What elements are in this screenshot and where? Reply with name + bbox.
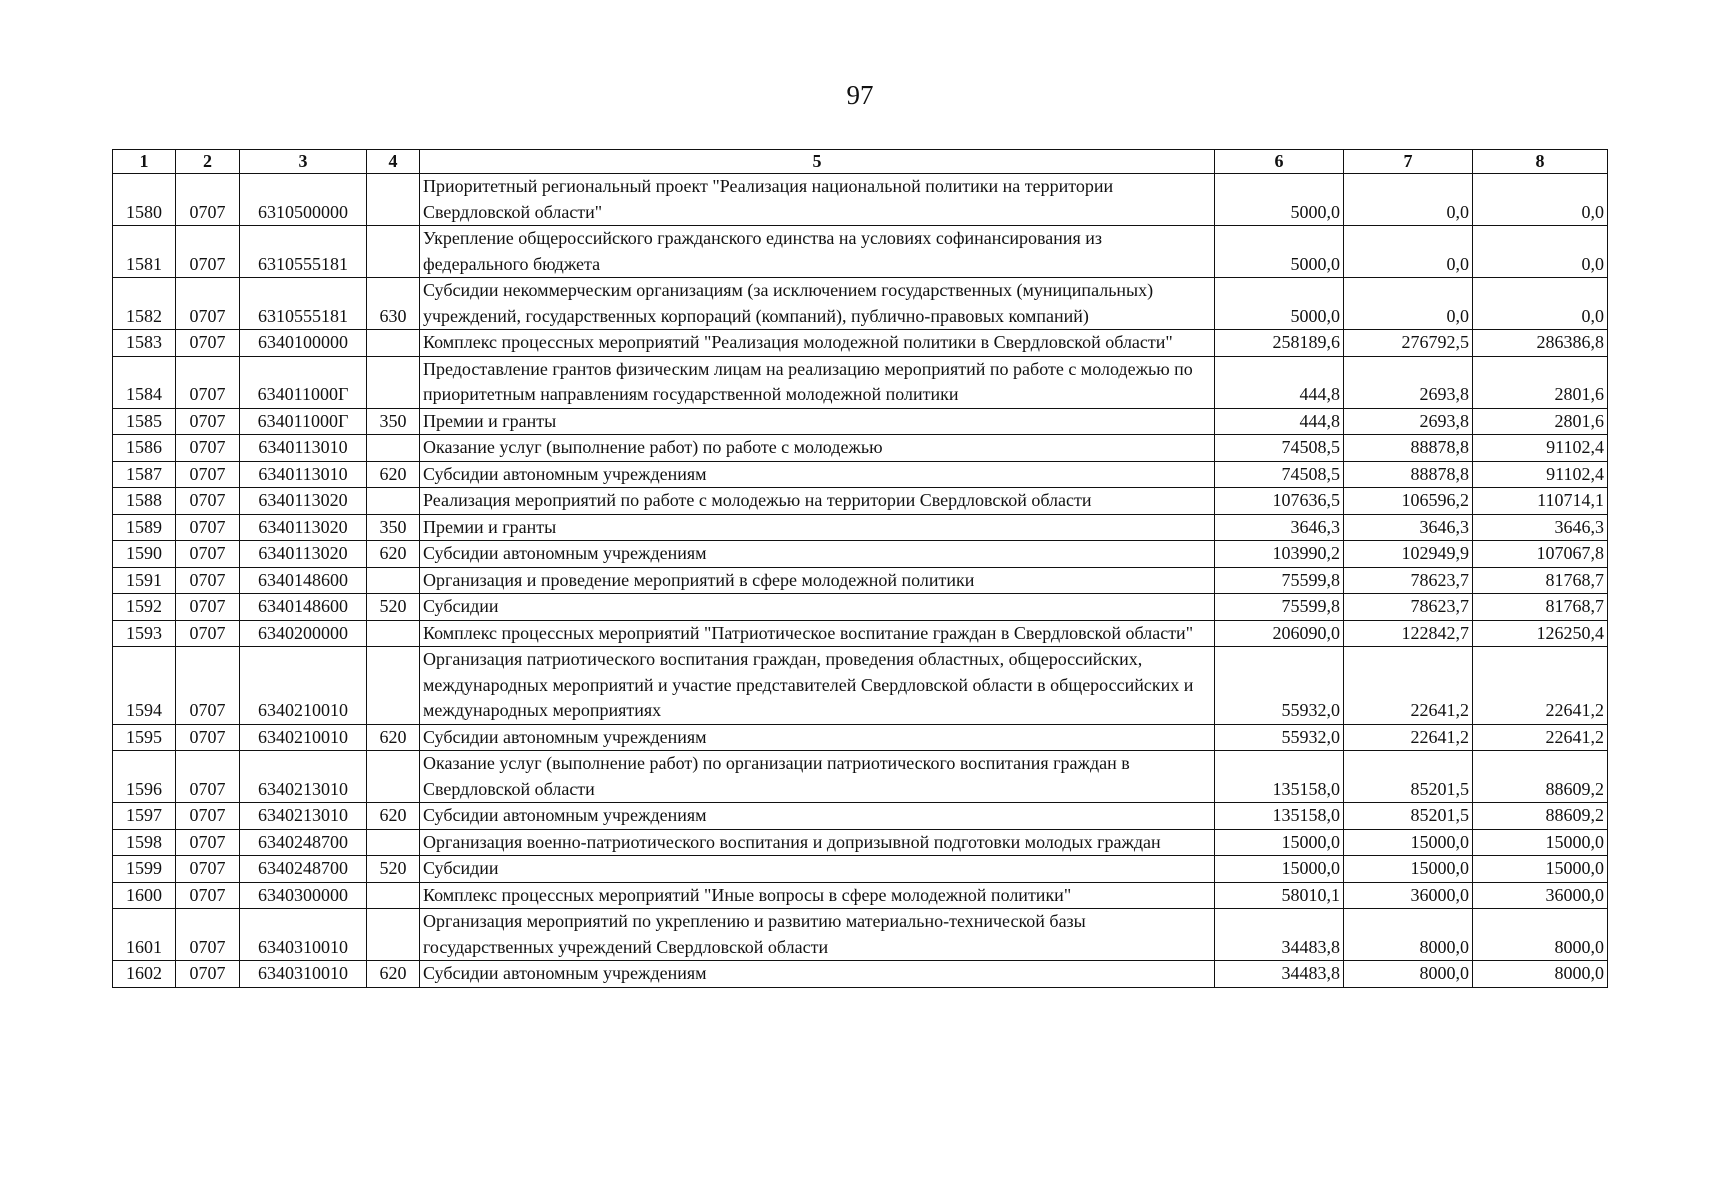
amount-col-8: 107067,8 bbox=[1473, 541, 1608, 568]
row-number: 1602 bbox=[113, 961, 176, 988]
amount-col-8: 0,0 bbox=[1473, 174, 1608, 226]
item-name: Субсидии автономным учреждениям bbox=[420, 803, 1215, 830]
amount-col-8: 286386,8 bbox=[1473, 330, 1608, 357]
target-code: 6340213010 bbox=[240, 751, 367, 803]
item-name: Комплекс процессных мероприятий "Реализация молодежной политики в Свердловской области" bbox=[420, 330, 1215, 357]
table-row bbox=[113, 882, 1608, 909]
amount-col-6: 55932,0 bbox=[1215, 724, 1344, 751]
row-number: 1585 bbox=[113, 408, 176, 435]
row-number: 1600 bbox=[113, 882, 176, 909]
expense-type-code bbox=[367, 829, 420, 856]
table-row bbox=[113, 961, 1608, 988]
amount-col-7: 8000,0 bbox=[1344, 909, 1473, 961]
amount-col-8: 8000,0 bbox=[1473, 961, 1608, 988]
amount-col-8: 126250,4 bbox=[1473, 620, 1608, 647]
table-row bbox=[113, 620, 1608, 647]
target-code: 6340148600 bbox=[240, 594, 367, 621]
table-row bbox=[113, 909, 1608, 961]
amount-col-8: 81768,7 bbox=[1473, 567, 1608, 594]
row-number: 1584 bbox=[113, 356, 176, 408]
expense-type-code: 520 bbox=[367, 594, 420, 621]
table-row bbox=[113, 278, 1608, 330]
expense-type-code bbox=[367, 909, 420, 961]
section-code: 0707 bbox=[176, 856, 240, 883]
item-name: Реализация мероприятий по работе с молодежью на территории Свердловской области bbox=[420, 488, 1215, 515]
target-code: 634011000Г bbox=[240, 408, 367, 435]
row-number: 1594 bbox=[113, 647, 176, 725]
item-name: Премии и гранты bbox=[420, 514, 1215, 541]
amount-col-8: 0,0 bbox=[1473, 226, 1608, 278]
item-name: Субсидии автономным учреждениям bbox=[420, 724, 1215, 751]
amount-col-6: 5000,0 bbox=[1215, 174, 1344, 226]
target-code: 6340213010 bbox=[240, 803, 367, 830]
amount-col-7: 15000,0 bbox=[1344, 829, 1473, 856]
amount-col-6: 5000,0 bbox=[1215, 226, 1344, 278]
row-number: 1580 bbox=[113, 174, 176, 226]
header-row bbox=[113, 150, 1608, 174]
amount-col-6: 107636,5 bbox=[1215, 488, 1344, 515]
row-number: 1595 bbox=[113, 724, 176, 751]
expense-type-code: 630 bbox=[367, 278, 420, 330]
table-row bbox=[113, 174, 1608, 226]
amount-col-6: 58010,1 bbox=[1215, 882, 1344, 909]
amount-col-7: 276792,5 bbox=[1344, 330, 1473, 357]
amount-col-8: 22641,2 bbox=[1473, 724, 1608, 751]
item-name: Предоставление грантов физическим лицам на реализацию мероприятий по работе с молодежью по приоритетным направлениям государственной молодежной политики bbox=[420, 356, 1215, 408]
row-number: 1591 bbox=[113, 567, 176, 594]
amount-col-7: 0,0 bbox=[1344, 278, 1473, 330]
item-name: Организация патриотического воспитания граждан, проведения областных, общероссийских, международных мероприятий и участие представителей Свердловской области в общероссийских и международных мероприятиях bbox=[420, 647, 1215, 725]
item-name: Оказание услуг (выполнение работ) по работе с молодежью bbox=[420, 435, 1215, 462]
amount-col-7: 78623,7 bbox=[1344, 567, 1473, 594]
amount-col-7: 78623,7 bbox=[1344, 594, 1473, 621]
amount-col-8: 0,0 bbox=[1473, 278, 1608, 330]
item-name: Комплекс процессных мероприятий "Иные вопросы в сфере молодежной политики" bbox=[420, 882, 1215, 909]
target-code: 6310500000 bbox=[240, 174, 367, 226]
amount-col-6: 74508,5 bbox=[1215, 461, 1344, 488]
row-number: 1590 bbox=[113, 541, 176, 568]
expense-type-code: 620 bbox=[367, 724, 420, 751]
amount-col-8: 36000,0 bbox=[1473, 882, 1608, 909]
row-number: 1583 bbox=[113, 330, 176, 357]
amount-col-6: 34483,8 bbox=[1215, 909, 1344, 961]
table-row bbox=[113, 594, 1608, 621]
col-header-5: 5 bbox=[420, 150, 1215, 174]
amount-col-6: 75599,8 bbox=[1215, 594, 1344, 621]
amount-col-7: 88878,8 bbox=[1344, 435, 1473, 462]
amount-col-8: 88609,2 bbox=[1473, 751, 1608, 803]
section-code: 0707 bbox=[176, 435, 240, 462]
expense-type-code: 520 bbox=[367, 856, 420, 883]
table-row bbox=[113, 647, 1608, 725]
amount-col-6: 74508,5 bbox=[1215, 435, 1344, 462]
expense-type-code bbox=[367, 882, 420, 909]
expense-type-code bbox=[367, 647, 420, 725]
section-code: 0707 bbox=[176, 356, 240, 408]
amount-col-8: 91102,4 bbox=[1473, 435, 1608, 462]
target-code: 6340300000 bbox=[240, 882, 367, 909]
row-number: 1587 bbox=[113, 461, 176, 488]
amount-col-6: 135158,0 bbox=[1215, 803, 1344, 830]
row-number: 1597 bbox=[113, 803, 176, 830]
col-header-8: 8 bbox=[1473, 150, 1608, 174]
section-code: 0707 bbox=[176, 882, 240, 909]
section-code: 0707 bbox=[176, 488, 240, 515]
amount-col-6: 15000,0 bbox=[1215, 856, 1344, 883]
target-code: 6340113020 bbox=[240, 514, 367, 541]
amount-col-8: 2801,6 bbox=[1473, 408, 1608, 435]
item-name: Субсидии автономным учреждениям bbox=[420, 961, 1215, 988]
row-number: 1589 bbox=[113, 514, 176, 541]
amount-col-7: 85201,5 bbox=[1344, 803, 1473, 830]
table-row bbox=[113, 435, 1608, 462]
table-row bbox=[113, 541, 1608, 568]
target-code: 6340100000 bbox=[240, 330, 367, 357]
col-header-7: 7 bbox=[1344, 150, 1473, 174]
section-code: 0707 bbox=[176, 226, 240, 278]
section-code: 0707 bbox=[176, 541, 240, 568]
amount-col-7: 122842,7 bbox=[1344, 620, 1473, 647]
amount-col-6: 444,8 bbox=[1215, 408, 1344, 435]
section-code: 0707 bbox=[176, 174, 240, 226]
section-code: 0707 bbox=[176, 461, 240, 488]
amount-col-8: 88609,2 bbox=[1473, 803, 1608, 830]
expense-type-code: 350 bbox=[367, 408, 420, 435]
amount-col-8: 91102,4 bbox=[1473, 461, 1608, 488]
row-number: 1592 bbox=[113, 594, 176, 621]
target-code: 6310555181 bbox=[240, 226, 367, 278]
section-code: 0707 bbox=[176, 330, 240, 357]
target-code: 6340113010 bbox=[240, 461, 367, 488]
item-name: Субсидии автономным учреждениям bbox=[420, 541, 1215, 568]
row-number: 1601 bbox=[113, 909, 176, 961]
target-code: 6340248700 bbox=[240, 856, 367, 883]
target-code: 6340248700 bbox=[240, 829, 367, 856]
target-code: 6310555181 bbox=[240, 278, 367, 330]
table-row bbox=[113, 514, 1608, 541]
row-number: 1596 bbox=[113, 751, 176, 803]
amount-col-6: 3646,3 bbox=[1215, 514, 1344, 541]
expense-type-code bbox=[367, 567, 420, 594]
amount-col-6: 5000,0 bbox=[1215, 278, 1344, 330]
target-code: 6340113010 bbox=[240, 435, 367, 462]
row-number: 1588 bbox=[113, 488, 176, 515]
table-row bbox=[113, 356, 1608, 408]
table-row bbox=[113, 567, 1608, 594]
table-row bbox=[113, 751, 1608, 803]
section-code: 0707 bbox=[176, 567, 240, 594]
item-name: Субсидии некоммерческим организациям (за исключением государственных (муниципальных) учреждений, государственных корпораций (компаний), публично-правовых компаний) bbox=[420, 278, 1215, 330]
section-code: 0707 bbox=[176, 724, 240, 751]
target-code: 6340310010 bbox=[240, 909, 367, 961]
amount-col-6: 55932,0 bbox=[1215, 647, 1344, 725]
amount-col-7: 22641,2 bbox=[1344, 647, 1473, 725]
table-row bbox=[113, 461, 1608, 488]
item-name: Организация мероприятий по укреплению и развитию материально-технической базы государственных учреждений Свердловской области bbox=[420, 909, 1215, 961]
amount-col-7: 3646,3 bbox=[1344, 514, 1473, 541]
amount-col-8: 15000,0 bbox=[1473, 856, 1608, 883]
target-code: 634011000Г bbox=[240, 356, 367, 408]
expense-type-code bbox=[367, 488, 420, 515]
amount-col-6: 135158,0 bbox=[1215, 751, 1344, 803]
section-code: 0707 bbox=[176, 594, 240, 621]
expense-type-code: 620 bbox=[367, 541, 420, 568]
amount-col-8: 2801,6 bbox=[1473, 356, 1608, 408]
col-header-1: 1 bbox=[113, 150, 176, 174]
amount-col-7: 15000,0 bbox=[1344, 856, 1473, 883]
page-number: 97 bbox=[846, 80, 874, 110]
expense-type-code bbox=[367, 174, 420, 226]
row-number: 1581 bbox=[113, 226, 176, 278]
amount-col-7: 22641,2 bbox=[1344, 724, 1473, 751]
expense-type-code: 620 bbox=[367, 803, 420, 830]
amount-col-6: 444,8 bbox=[1215, 356, 1344, 408]
target-code: 6340148600 bbox=[240, 567, 367, 594]
target-code: 6340210010 bbox=[240, 647, 367, 725]
item-name: Субсидии bbox=[420, 856, 1215, 883]
section-code: 0707 bbox=[176, 278, 240, 330]
section-code: 0707 bbox=[176, 829, 240, 856]
item-name: Приоритетный региональный проект "Реализация национальной политики на территории Свердловской области" bbox=[420, 174, 1215, 226]
col-header-2: 2 bbox=[176, 150, 240, 174]
row-number: 1598 bbox=[113, 829, 176, 856]
row-number: 1582 bbox=[113, 278, 176, 330]
amount-col-7: 2693,8 bbox=[1344, 356, 1473, 408]
amount-col-8: 3646,3 bbox=[1473, 514, 1608, 541]
expense-type-code bbox=[367, 435, 420, 462]
expense-type-code bbox=[367, 226, 420, 278]
item-name: Комплекс процессных мероприятий "Патриотическое воспитание граждан в Свердловской области" bbox=[420, 620, 1215, 647]
section-code: 0707 bbox=[176, 620, 240, 647]
section-code: 0707 bbox=[176, 961, 240, 988]
target-code: 6340113020 bbox=[240, 541, 367, 568]
section-code: 0707 bbox=[176, 514, 240, 541]
amount-col-6: 75599,8 bbox=[1215, 567, 1344, 594]
amount-col-7: 0,0 bbox=[1344, 226, 1473, 278]
amount-col-6: 258189,6 bbox=[1215, 330, 1344, 357]
amount-col-7: 88878,8 bbox=[1344, 461, 1473, 488]
amount-col-8: 81768,7 bbox=[1473, 594, 1608, 621]
table-row bbox=[113, 829, 1608, 856]
amount-col-7: 106596,2 bbox=[1344, 488, 1473, 515]
table-row bbox=[113, 408, 1608, 435]
target-code: 6340210010 bbox=[240, 724, 367, 751]
expense-type-code bbox=[367, 751, 420, 803]
expense-type-code: 350 bbox=[367, 514, 420, 541]
item-name: Оказание услуг (выполнение работ) по организации патриотического воспитания граждан в Свердловской области bbox=[420, 751, 1215, 803]
amount-col-7: 2693,8 bbox=[1344, 408, 1473, 435]
item-name: Укрепление общероссийского гражданского единства на условиях софинансирования из федерального бюджета bbox=[420, 226, 1215, 278]
amount-col-6: 15000,0 bbox=[1215, 829, 1344, 856]
amount-col-8: 110714,1 bbox=[1473, 488, 1608, 515]
amount-col-7: 0,0 bbox=[1344, 174, 1473, 226]
amount-col-8: 8000,0 bbox=[1473, 909, 1608, 961]
section-code: 0707 bbox=[176, 751, 240, 803]
expense-type-code bbox=[367, 356, 420, 408]
table-row bbox=[113, 803, 1608, 830]
table-row bbox=[113, 226, 1608, 278]
amount-col-8: 15000,0 bbox=[1473, 829, 1608, 856]
col-header-3: 3 bbox=[240, 150, 367, 174]
section-code: 0707 bbox=[176, 803, 240, 830]
section-code: 0707 bbox=[176, 408, 240, 435]
amount-col-7: 36000,0 bbox=[1344, 882, 1473, 909]
item-name: Премии и гранты bbox=[420, 408, 1215, 435]
row-number: 1593 bbox=[113, 620, 176, 647]
table-row bbox=[113, 330, 1608, 357]
table-row bbox=[113, 856, 1608, 883]
amount-col-6: 103990,2 bbox=[1215, 541, 1344, 568]
amount-col-8: 22641,2 bbox=[1473, 647, 1608, 725]
item-name: Организация и проведение мероприятий в сфере молодежной политики bbox=[420, 567, 1215, 594]
item-name: Субсидии bbox=[420, 594, 1215, 621]
expense-type-code: 620 bbox=[367, 961, 420, 988]
table-row bbox=[113, 724, 1608, 751]
target-code: 6340200000 bbox=[240, 620, 367, 647]
col-header-6: 6 bbox=[1215, 150, 1344, 174]
item-name: Субсидии автономным учреждениям bbox=[420, 461, 1215, 488]
item-name: Организация военно-патриотического воспитания и допризывной подготовки молодых граждан bbox=[420, 829, 1215, 856]
table-row bbox=[113, 488, 1608, 515]
section-code: 0707 bbox=[176, 909, 240, 961]
budget-table bbox=[112, 149, 1608, 988]
amount-col-7: 102949,9 bbox=[1344, 541, 1473, 568]
col-header-4: 4 bbox=[367, 150, 420, 174]
amount-col-6: 206090,0 bbox=[1215, 620, 1344, 647]
expense-type-code: 620 bbox=[367, 461, 420, 488]
target-code: 6340310010 bbox=[240, 961, 367, 988]
amount-col-7: 8000,0 bbox=[1344, 961, 1473, 988]
section-code: 0707 bbox=[176, 647, 240, 725]
expense-type-code bbox=[367, 620, 420, 647]
amount-col-7: 85201,5 bbox=[1344, 751, 1473, 803]
target-code: 6340113020 bbox=[240, 488, 367, 515]
expense-type-code bbox=[367, 330, 420, 357]
row-number: 1586 bbox=[113, 435, 176, 462]
amount-col-6: 34483,8 bbox=[1215, 961, 1344, 988]
row-number: 1599 bbox=[113, 856, 176, 883]
